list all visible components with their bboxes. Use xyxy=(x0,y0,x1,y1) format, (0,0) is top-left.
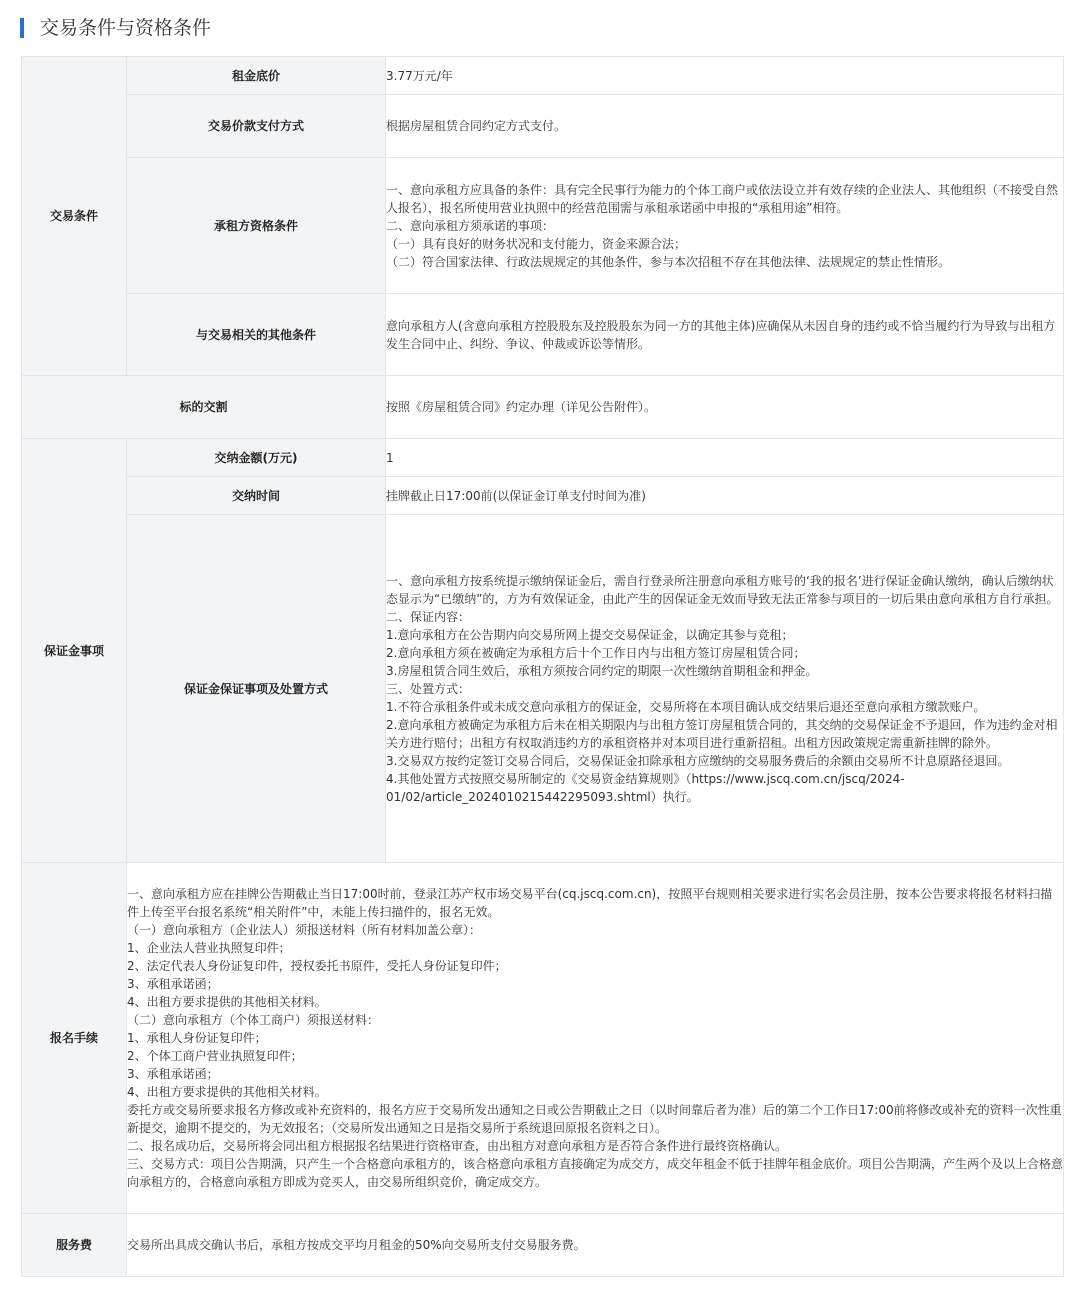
category-service: 服务费 xyxy=(22,1214,127,1277)
text-line: 4.其他处置方式按照交易所制定的《交易资金结算规则》（https://www.jscq.com.cn/jscq/2024-01/02/article_2024010215442295093.shtml）执行。 xyxy=(386,771,905,804)
row-deposit-amount xyxy=(22,439,1064,477)
label-deposit-amount: 交纳金额(万元) xyxy=(127,439,386,477)
text-line: 二、意向承租方须承诺的事项： xyxy=(386,218,555,233)
text-line: 2.意向承租方须在被确定为承租方后十个工作日内与出租方签订房屋租赁合同； xyxy=(386,645,806,660)
section-title: 交易条件与资格条件 xyxy=(40,17,212,39)
value-other-conditions: 意向承租方人(含意向承租方控股股东及控股股东为同一方的其他主体)应确保从未因自身的违约或不恰当履约行为导致与出租方发生合同中止、纠纷、争议、仲裁或诉讼等情形。 xyxy=(386,294,1064,376)
category-signup: 报名手续 xyxy=(22,863,127,1214)
row-floor-price xyxy=(22,57,1064,95)
value-deposit-handling xyxy=(386,515,1064,863)
text-line: 二、报名成功后，交易所将会同出租方根据报名结果进行资格审查，由出租方对意向承租方是否符合条件进行最终资格确认。 xyxy=(127,1139,788,1153)
value-payment: 根据房屋租赁合同约定方式支付。 xyxy=(386,95,1064,158)
text-line: （一）具有良好的财务状况和支付能力，资金来源合法； xyxy=(386,236,687,251)
label-other-conditions: 与交易相关的其他条件 xyxy=(127,294,386,376)
text-line: 3、承租承诺函； xyxy=(127,1067,219,1081)
row-service-fee xyxy=(22,1214,1064,1277)
value-service-fee: 交易所出具成交确认书后，承租方按成交平均月租金的50%向交易所支付交易服务费。 xyxy=(127,1214,1064,1277)
row-signup xyxy=(22,863,1064,1214)
text-line: 三、交易方式：项目公告期满，只产生一个合格意向承租方的，该合格意向承租方直接确定为成交方，成交年租金不低于挂牌年租金底价。项目公告期满，产生两个及以上合格意向承租方的，合格意向承租方即成为竞买人，由交易所组织竞价，确定成交方。 xyxy=(127,1157,1064,1189)
text-line: 4、出租方要求提供的其他相关材料。 xyxy=(127,995,327,1009)
category-deposit: 保证金事项 xyxy=(22,439,127,863)
label-payment: 交易价款支付方式 xyxy=(127,95,386,158)
label-floor-price: 租金底价 xyxy=(127,57,386,95)
text-line: 3、承租承诺函； xyxy=(127,977,219,991)
text-line: 2、个体工商户营业执照复印件； xyxy=(127,1049,303,1063)
label-qualification: 承租方资格条件 xyxy=(127,158,386,294)
text-line: 一、意向承租方按系统提示缴纳保证金后，需自行登录所注册意向承租方账号的‘我的报名’进行保证金确认缴纳，确认后缴纳状态显示为“已缴纳”的，方为有效保证金，由此产生的因保证金无效而导致无法正常参与项目的一切后果由意向承租方自行承担。 xyxy=(386,573,1059,606)
text-line: 1、承租人身份证复印件； xyxy=(127,1031,267,1045)
value-floor-price: 3.77万元/年 xyxy=(386,57,1064,95)
category-trade: 交易条件 xyxy=(22,57,127,376)
value-delivery: 按照《房屋租赁合同》约定办理（详见公告附件）。 xyxy=(386,376,1064,439)
text-line: 4、出租方要求提供的其他相关材料。 xyxy=(127,1085,327,1099)
text-line: 1、企业法人营业执照复印件； xyxy=(127,941,291,955)
text-line: 委托方或交易所要求报名方修改或补充资料的，报名方应于交易所发出通知之日或公告期截止之日（以时间靠后者为准）后的第二个工作日17:00前将修改或补充的资料一次性重新提交，逾期不提交的，为无效报名；（交易所发出通知之日是指交易所于系统退回原报名资料之日）。 xyxy=(127,1103,1062,1135)
text-line: （二）符合国家法律、行政法规规定的其他条件，参与本次招租不存在其他法律、法规规定的禁止性情形。 xyxy=(386,254,951,269)
text-line: 一、意向承租方应具备的条件：具有完全民事行为能力的个体工商户或依法设立并有效存续的企业法人、其他组织（不接受自然人报名），报名所使用营业执照中的经营范围需与承租承诺函中申报的“承租用途”相符。 xyxy=(386,182,1059,215)
row-deposit-handling xyxy=(22,515,1064,863)
row-delivery xyxy=(22,376,1064,439)
text-line: 2.意向承租方被确定为承租方后未在相关期限内与出租方签订房屋租赁合同的，其交纳的交易保证金不予退回，作为违约金对相关方进行赔付；出租方有权取消违约方的承租资格并对本项目进行重新招租。出租方因政策规定需重新挂牌的除外。 xyxy=(386,717,1058,750)
conditions-table xyxy=(21,56,1064,1277)
label-deposit-time: 交纳时间 xyxy=(127,477,386,515)
text-line: （二）意向承租方（个体工商户）须报送材料： xyxy=(127,1013,380,1027)
value-deposit-time: 挂牌截止日17:00前(以保证金订单支付时间为准) xyxy=(386,477,1064,515)
text-line: 三、处置方式： xyxy=(386,681,471,696)
text-line: 一、意向承租方应在挂牌公告期截止当日17:00时前，登录江苏产权市场交易平台(cq.jscq.com.cn)，按照平台规则相关要求进行实名会员注册，按本公告要求将报名材料扫描件上传至平台报名系统“相关附件”中，未能上传扫描件的，报名无效。 xyxy=(127,887,1053,919)
text-line: 3.交易双方按约定签订交易合同后，交易保证金扣除承租方应缴纳的交易服务费后的余额由交易所不计息原路径退回。 xyxy=(386,753,1010,768)
value-signup xyxy=(127,863,1064,1214)
value-qualification xyxy=(386,158,1064,294)
value-deposit-amount: 1 xyxy=(386,439,1064,477)
row-qualification xyxy=(22,158,1064,294)
row-deposit-time xyxy=(22,477,1064,515)
text-line: 1.意向承租方在公告期内向交易所网上提交交易保证金，以确定其参与竞租； xyxy=(386,627,794,642)
text-line: 2、法定代表人身份证复印件，授权委托书原件，受托人身份证复印件； xyxy=(127,959,507,973)
text-line: （一）意向承租方（企业法人）须报送材料（所有材料加盖公章）： xyxy=(127,923,482,937)
section-accent-bar xyxy=(20,18,24,38)
text-line: 二、保证内容： xyxy=(386,609,471,624)
label-deposit-handling: 保证金保证事项及处置方式 xyxy=(127,515,386,863)
text-line: 3.房屋租赁合同生效后，承租方须按合同约定的期限一次性缴纳首期租金和押金。 xyxy=(386,663,818,678)
row-other-conditions xyxy=(22,294,1064,376)
text-line: 1.不符合承租条件或未成交意向承租方的保证金，交易所将在本项目确认成交结果后退还至意向承租方缴款账户。 xyxy=(386,699,986,714)
row-payment xyxy=(22,95,1064,158)
label-delivery: 标的交割 xyxy=(22,376,386,439)
